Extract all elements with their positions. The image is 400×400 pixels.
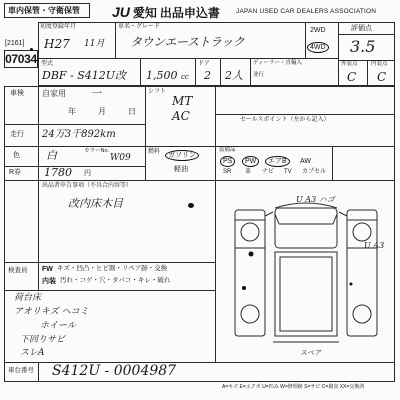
form-rule [140, 58, 141, 86]
cargo-bed [275, 252, 337, 336]
ink-spot [242, 286, 246, 290]
form-rule [4, 180, 395, 181]
vehicle-diagram [217, 190, 394, 360]
registration-month: 11月 [84, 39, 105, 49]
ink-spot [350, 283, 353, 286]
logo-mark: JU [112, 4, 130, 20]
form-rule [338, 22, 339, 86]
exterior-score-value: C [347, 70, 357, 84]
left-front-wheel [241, 223, 259, 241]
equipment-airbag: エアB [265, 156, 290, 167]
association-logo [112, 5, 220, 19]
lot-code: [2161] [5, 40, 25, 47]
doors-label: ドア [198, 61, 210, 67]
exterior-score-label: 外装点 [341, 61, 358, 67]
diagram-right-note: U A3 [364, 241, 385, 250]
displacement-value: 1,500 [146, 69, 178, 82]
left-side-panel [235, 210, 265, 336]
recycle-value: 1780 [44, 166, 72, 179]
doors-value: 2 [204, 69, 211, 82]
chassis-label: 車台番号 [8, 367, 34, 374]
form-rule [338, 34, 395, 35]
form-rule [367, 60, 368, 86]
equipment-aw: AW [300, 158, 312, 165]
equipment-pw: PW [242, 156, 259, 167]
declaration-label: 出品者申告事項（不具合内容等） [42, 183, 133, 189]
inspector-exterior-items: キズ・凹凸・ヒビ割・リペア跡・交換 [57, 265, 168, 272]
equipment-ps: PS [220, 156, 235, 167]
inspector-exterior-code: FW [42, 266, 53, 273]
equipment-tv: TV [284, 169, 292, 175]
inspector-label: 検査員 [8, 267, 28, 274]
fuel-diesel: 軽油 [174, 166, 188, 173]
inspection-year-label: 年 [68, 107, 76, 116]
inspection-value: 一 [90, 87, 101, 100]
lot-number: 07034 [5, 52, 37, 66]
inspection-label: 車検 [10, 90, 24, 97]
registration-year: H27 [44, 37, 70, 51]
left-door-line [235, 220, 265, 248]
ink-spot [249, 252, 254, 257]
form-rule [332, 146, 333, 180]
form-rule [115, 22, 116, 59]
storage-label-box [4, 3, 90, 18]
interior-score-value: C [377, 70, 387, 84]
inspector-interior-code: 内装 [42, 278, 56, 285]
recycle-label: R券 [9, 169, 22, 176]
inspector-note: スレA [20, 348, 45, 358]
equipment-label: 装備品 [219, 147, 236, 153]
inspection-usage: 自家用 [42, 89, 66, 98]
shift-label: シフト [148, 89, 167, 95]
mileage-label: 走行 [10, 131, 24, 138]
color-code-label: カラーNo. [84, 148, 110, 154]
windshield [275, 214, 337, 224]
form-rule [215, 114, 395, 115]
car-name-label: 車名・グレード [118, 24, 161, 30]
color-code-value: W09 [110, 153, 131, 163]
score-label: 評価点 [351, 25, 372, 32]
dealer-label: ディーラー・直輸入 [253, 60, 303, 66]
color-value: 白 [46, 149, 57, 162]
equipment-navi: ナビ [262, 169, 275, 175]
inspection-day-label: 日 [128, 107, 136, 116]
registration-label: 初度登録年月 [40, 24, 77, 30]
displacement-unit: cc [181, 73, 189, 81]
form-rule [250, 58, 251, 86]
association-name: JAPAN USED CAR DEALERS ASSOCIATION [236, 8, 377, 15]
form-rule [38, 58, 338, 59]
damage-legend: A=キズ E=エクボ U=凹み W=修理跡 S=サビ C=腐食 XX=交換済 [222, 384, 365, 390]
aircon-value: AC [172, 109, 190, 123]
mileage-value: 24万3千892km [42, 129, 116, 140]
equipment-capsule: カプセル [302, 169, 326, 175]
score-value: 3.5 [350, 37, 376, 56]
diagram-front-note: U A3 ハゴ [296, 195, 335, 204]
fuel-label: 燃料 [148, 149, 161, 155]
diagram-rear-note: スペア [300, 349, 321, 357]
equipment-leather: 革 [245, 169, 252, 175]
left-rear-wheel [241, 305, 259, 323]
seating-value: 2人 [225, 69, 243, 82]
model-label: 型式 [41, 61, 54, 67]
car-name-value: タウンエーストラック [130, 35, 245, 49]
storage-label: 車内保管・守衛保管 [8, 6, 80, 15]
inspector-note: ホイール [40, 321, 76, 331]
form-rule [4, 166, 145, 167]
form-rule [215, 86, 216, 362]
drive-4wd: 4WD [307, 42, 329, 53]
form-rule [220, 58, 221, 86]
logo-region: 愛知 [132, 6, 157, 20]
inspector-interior-items: 汚れ・コゲ・穴・タバコ・キレ・破れ [60, 277, 171, 284]
right-rear-wheel [353, 305, 371, 323]
color-label: 色 [13, 152, 20, 159]
parallel-label: 並行 [253, 72, 265, 78]
shift-value: MT [172, 94, 193, 108]
right-side-panel [347, 210, 377, 336]
declaration-value: 改内床木目 [68, 197, 123, 210]
form-rule [195, 58, 196, 86]
right-front-wheel [353, 223, 371, 241]
fuel-gasoline: ガソリン [165, 150, 199, 161]
recycle-unit: 円 [84, 170, 91, 177]
sales-point-label: セールスポイント（左から記入） [240, 117, 330, 123]
ink-spot [188, 203, 194, 208]
form-rule [305, 22, 306, 59]
form-rule [4, 262, 215, 263]
form-rule [4, 124, 145, 125]
inspector-note: アオリキズ ヘコミ [14, 307, 89, 317]
form-rule [38, 362, 39, 382]
inspector-note: 下回りサビ [20, 335, 66, 345]
right-mirror [339, 212, 347, 216]
form-rule [38, 86, 39, 290]
inspection-month-label: 月 [98, 107, 106, 116]
cargo-bed-inner [280, 257, 332, 331]
inspector-note: 荷台床 [14, 293, 42, 303]
model-value: DBF - S412U改 [42, 69, 127, 82]
ink-spot [30, 48, 33, 51]
cab-outline [275, 208, 337, 248]
left-mirror [265, 212, 273, 216]
chassis-value: S412U - 0004987 [52, 363, 177, 379]
form-title: 出品申込書 [159, 6, 220, 20]
interior-score-label: 内装点 [371, 61, 388, 67]
form-rule [4, 146, 395, 147]
drive-2wd: 2WD [310, 27, 326, 34]
equipment-sr: SR [223, 169, 232, 175]
form-rule [145, 86, 146, 180]
form-rule [4, 290, 215, 291]
